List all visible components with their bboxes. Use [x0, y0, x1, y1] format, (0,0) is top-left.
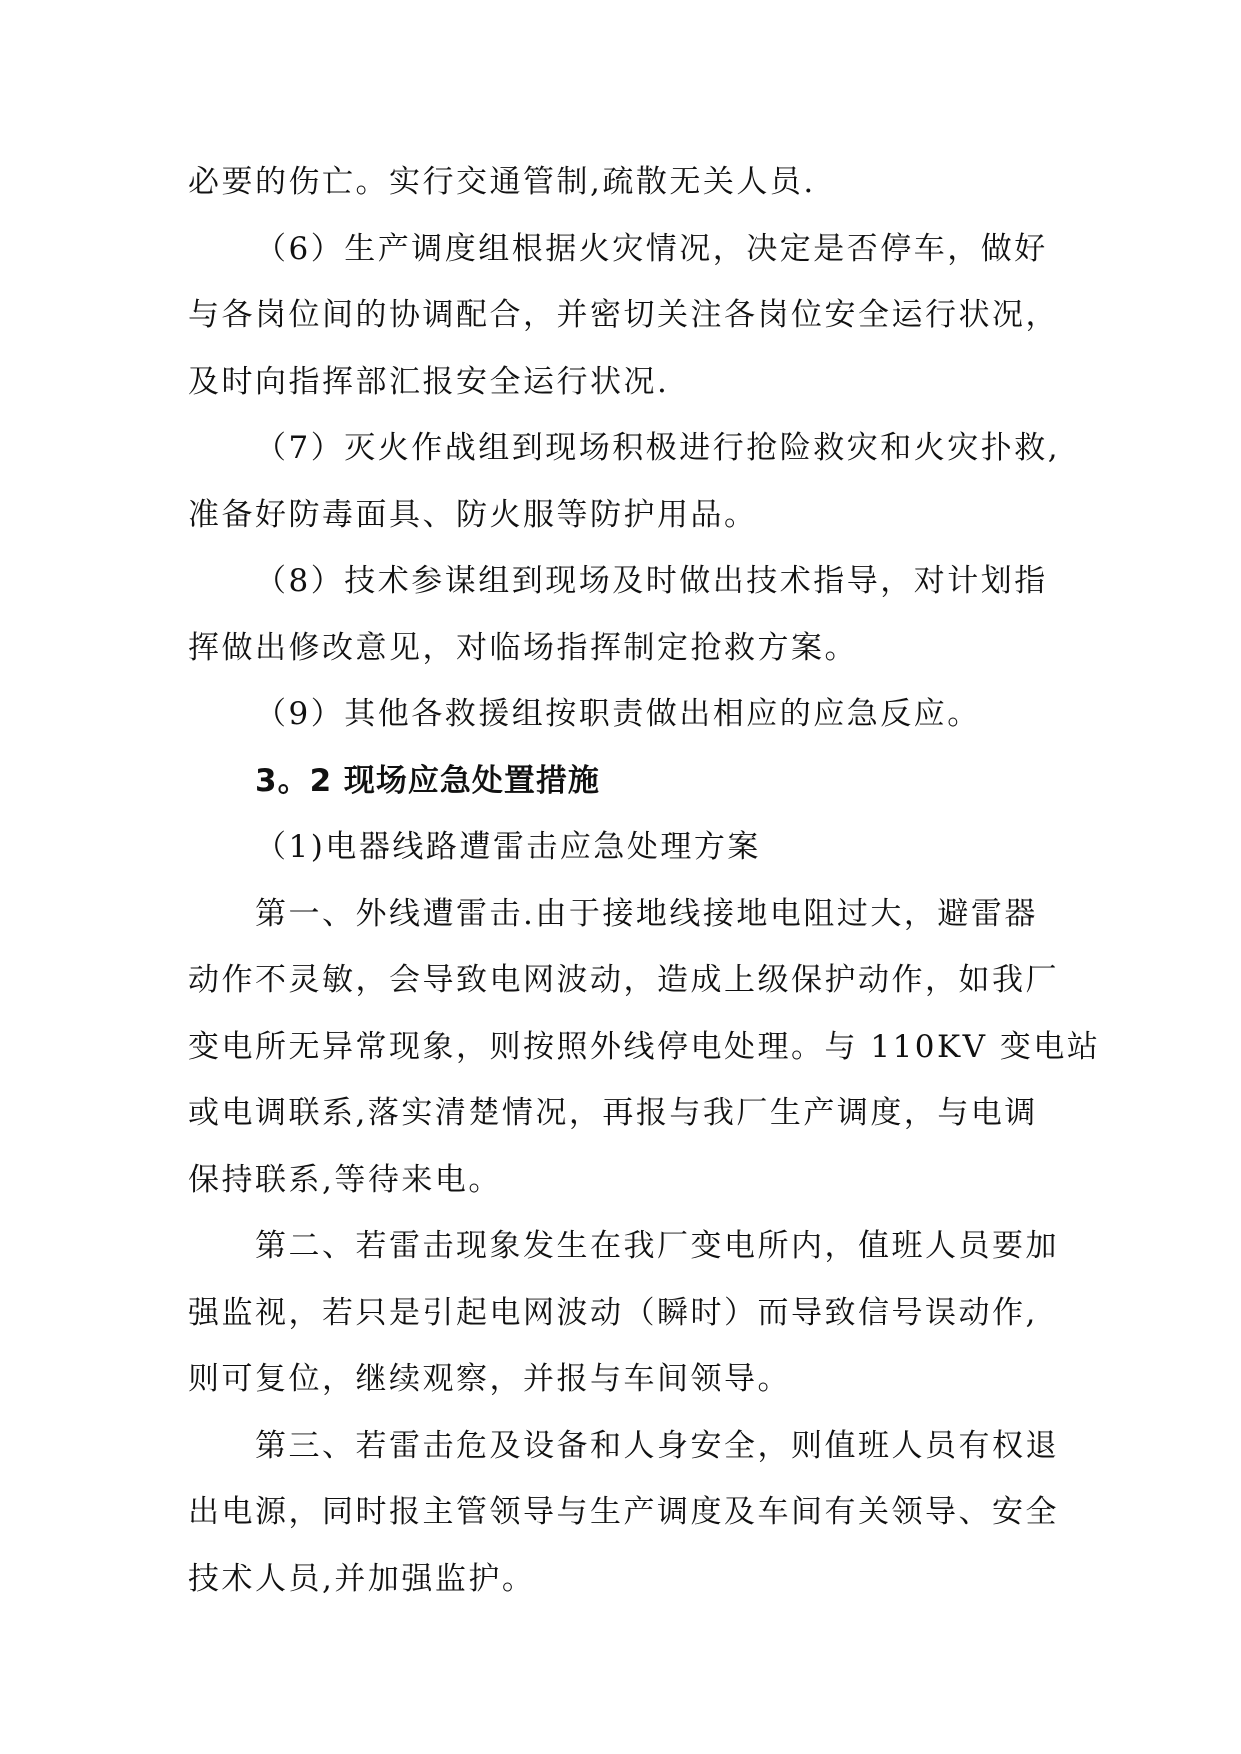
section-heading: 3。2 现场应急处置措施: [255, 763, 600, 799]
subsection-heading: （1)电器线路遭雷击应急处理方案: [255, 829, 761, 865]
paragraph-first-start: 第一、外线遭雷击.由于接地线接地电阻过大，避雷器: [255, 896, 1038, 932]
body-text-line: 必要的伤亡。实行交通管制,疏散无关人员.: [188, 164, 816, 200]
paragraph-third-start: 第三、若雷击危及设备和人身安全，则值班人员有权退: [255, 1428, 1059, 1464]
body-text-line: 动作不灵敏，会导致电网波动，造成上级保护动作，如我厂: [188, 962, 1059, 998]
body-text-line: 出电源，同时报主管领导与生产调度及车间有关领导、安全: [188, 1494, 1059, 1530]
body-text-line: 准备好防毒面具、防火服等防护用品。: [188, 497, 758, 533]
body-text-line: 保持联系,等待来电。: [188, 1162, 502, 1198]
body-text-line: 与各岗位间的协调配合，并密切关注各岗位安全运行状况，: [188, 297, 1059, 333]
body-text-line: 或电调联系,落实清楚情况，再报与我厂生产调度，与电调: [188, 1095, 1038, 1131]
body-text-line: 及时向指挥部汇报安全运行状况.: [188, 364, 670, 400]
list-item-9: （9）其他各救援组按职责做出相应的应急反应。: [255, 696, 981, 732]
body-text-line: 强监视，若只是引起电网波动（瞬时）而导致信号误动作,: [188, 1295, 1038, 1331]
body-text-line: 则可复位，继续观察，并报与车间领导。: [188, 1361, 791, 1397]
body-text-line: 挥做出修改意见，对临场指挥制定抢救方案。: [188, 630, 858, 666]
list-item-6-start: （6）生产调度组根据火灾情况，决定是否停车，做好: [255, 231, 1048, 267]
body-text-line: 变电所无异常现象，则按照外线停电处理。与 110KV 变电站: [188, 1029, 1101, 1065]
body-text-line: 技术人员,并加强监护。: [188, 1561, 536, 1597]
paragraph-second-start: 第二、若雷击现象发生在我厂变电所内，值班人员要加: [255, 1228, 1059, 1264]
list-item-7-start: （7）灭火作战组到现场积极进行抢险救灾和火灾扑救,: [255, 430, 1061, 466]
list-item-8-start: （8）技术参谋组到现场及时做出技术指导，对计划指: [255, 563, 1048, 599]
